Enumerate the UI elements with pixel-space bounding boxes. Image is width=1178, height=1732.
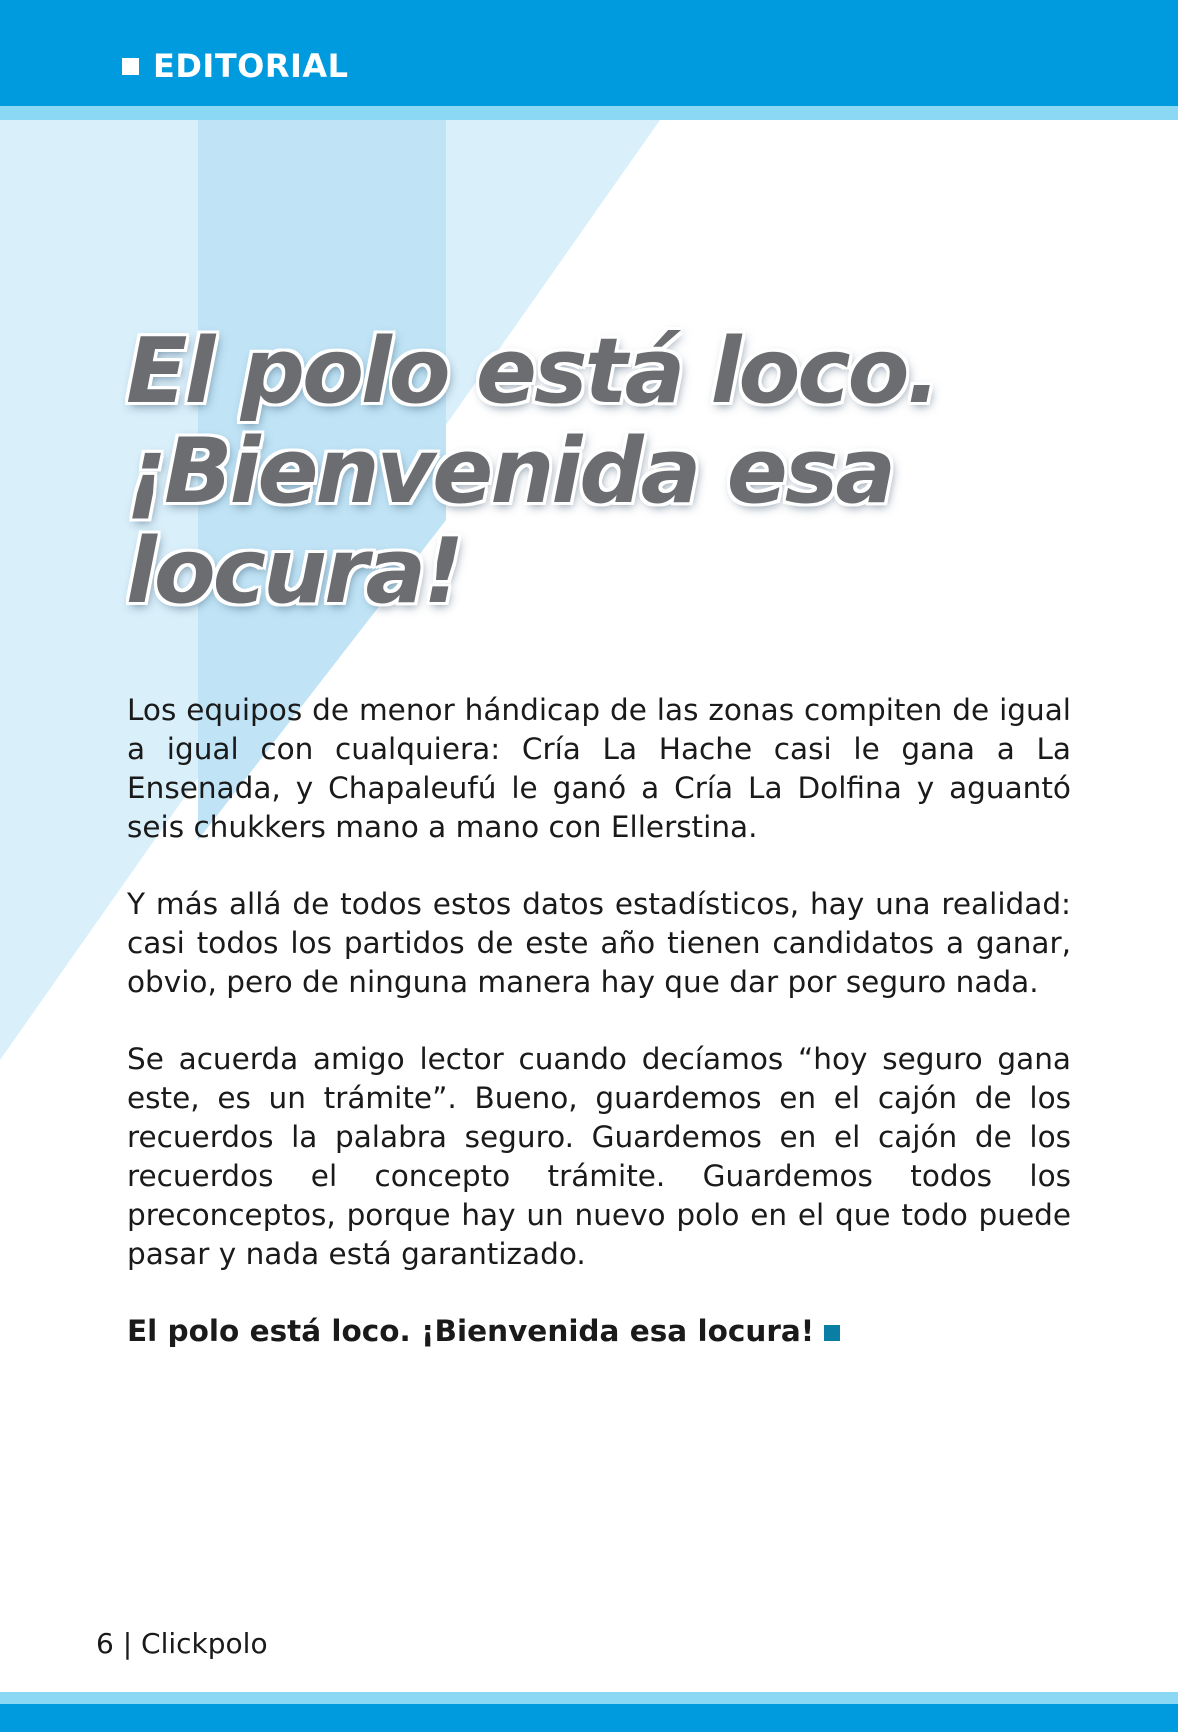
headline-line-2: ¡Bienvenida esa (126, 419, 894, 524)
article-body (127, 691, 1071, 1389)
article-paragraph: Se acuerda amigo lector cuando decíamos “hoy seguro gana este, es un trámite”. Bueno, guardemos en el cajón de los recuerdos la palabra seguro. Guardemos en el cajón de los recuerdos el concepto trámite. Guardemos todos los preconceptos, porque hay un nuevo polo en el que todo puede pasar y nada está garantizado. (127, 1042, 1071, 1271)
page-credit: 6 | Clickpolo (96, 1627, 268, 1660)
section-label-text: EDITORIAL (153, 47, 349, 85)
end-mark-square-icon (824, 1325, 840, 1341)
square-bullet-icon (122, 58, 139, 75)
closing-text: El polo está loco. ¡Bienvenida esa locura! (127, 1314, 815, 1348)
closing-line (127, 1312, 1071, 1351)
section-label (122, 46, 349, 86)
footer-band (0, 1704, 1178, 1732)
article-paragraph: Los equipos de menor hándicap de las zonas compiten de igual a igual con cualquiera: Cría La Hache casi le gana a La Ensenada, y Chapaleufú le ganó a Cría La Dolfina y aguantó seis chukkers mano a mano con Ellerstina. (127, 693, 1071, 844)
headline (126, 319, 1146, 624)
header-stripe (0, 106, 1178, 120)
headline-line-1: El polo está loco. (126, 319, 938, 424)
headline-line-3: locura! (126, 519, 462, 624)
footer-stripe (0, 1692, 1178, 1704)
article-paragraph: Y más allá de todos estos datos estadísticos, hay una realidad: casi todos los partidos de este año tienen candidatos a ganar, obvio, pero de ninguna manera hay que dar por seguro nada. (127, 887, 1071, 999)
